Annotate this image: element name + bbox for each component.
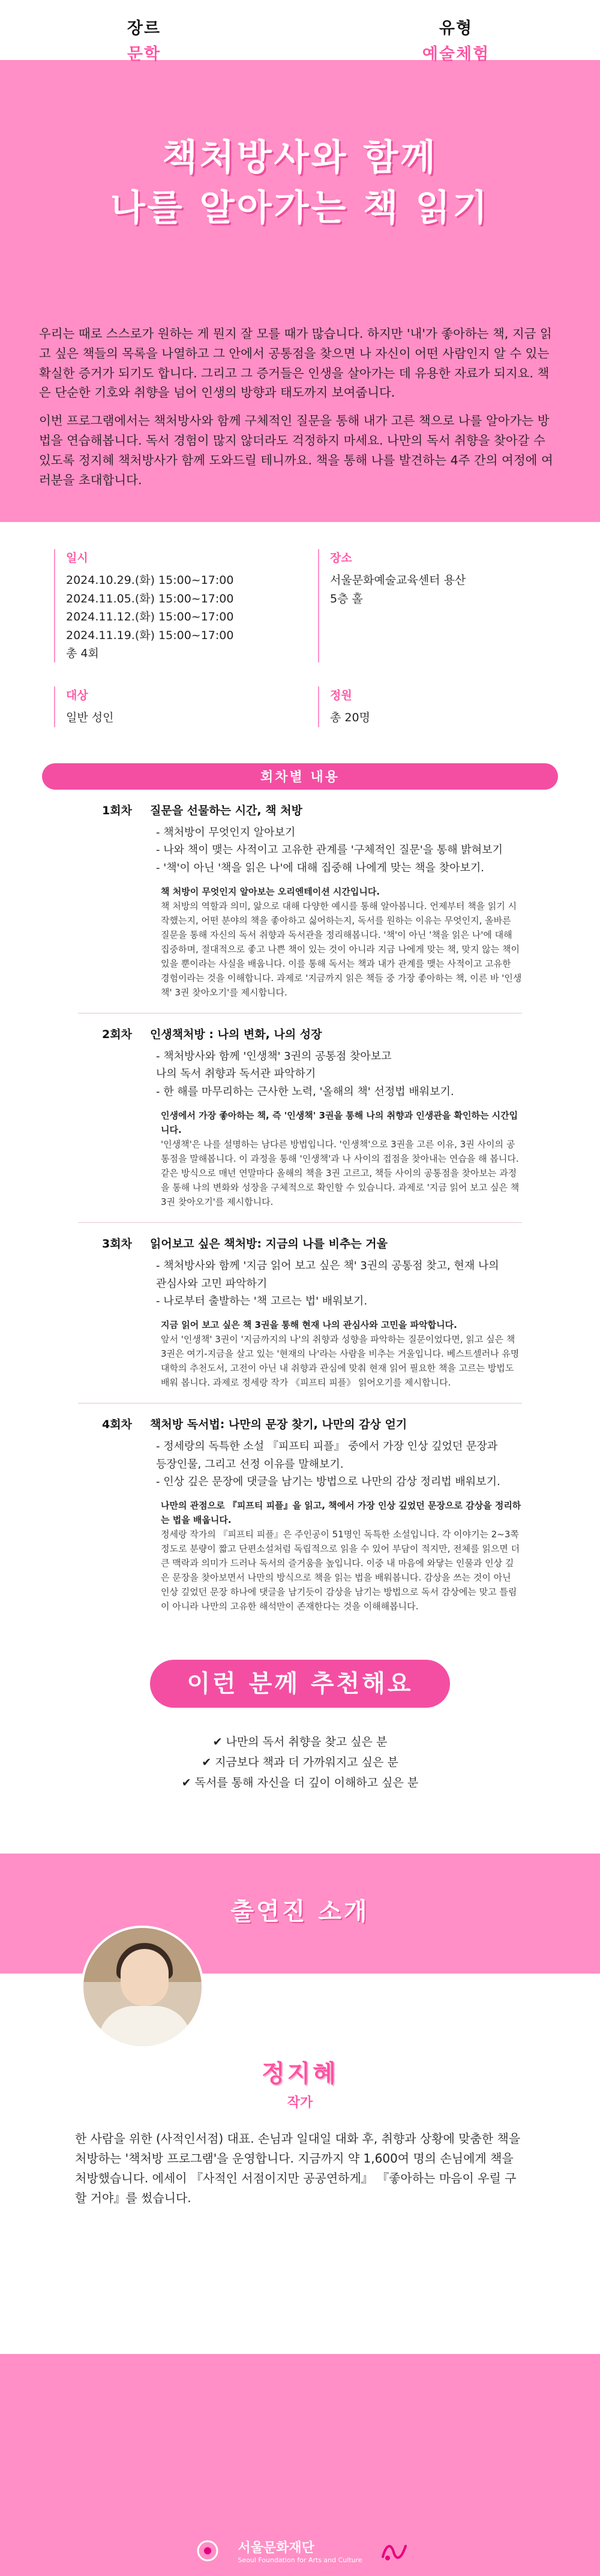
session-body	[150, 1235, 522, 1390]
recommend-item-text: 독서를 통해 자신을 더 깊이 이해하고 싶은 분	[194, 1776, 419, 1790]
session-3	[78, 1223, 522, 1404]
intro-paragraph-1: 우리는 때로 스스로가 원하는 게 뭔지 잘 모를 때가 많습니다. 하지만 '내'가 좋아하는 책, 지금 읽고 싶은 책들의 목록을 나열하고 그 안에서 공통점을 찾으면 나 자신이 어떤 사람인지 알 수 있는 확실한 증거가 되기도 합니다. 그리고 그 증거들은 인생을 살아가는 데 유용한 자료가 되지요. 책은 단순한 기호와 취향을 넘어 인생의 방향과 태도까지 보여줍니다.	[39, 326, 552, 400]
recommend-item	[0, 1732, 600, 1752]
session-number: 1회차	[102, 803, 132, 817]
host-heading: 출연진 소개	[230, 1897, 370, 1926]
info-grid	[0, 522, 600, 733]
foundation-name-ko: 서울문화재단	[238, 2541, 314, 2556]
type-label: 유형	[439, 19, 473, 38]
check-icon: ✔	[212, 1735, 223, 1749]
session-bullet: - 인상 깊은 문장에 댓글을 남기는 방법으로 나만의 감상 정리법 배워보기.	[156, 1476, 500, 1489]
session-bullet: - 책처방이 무엇인지 알아보기	[156, 826, 296, 839]
host-role: 작가	[287, 2095, 313, 2110]
session-title: 읽어보고 싶은 책처방: 지금의 나를 비추는 거울	[150, 1237, 388, 1250]
session-note-text: '인생책'은 나를 설명하는 남다른 방법입니다. '인생책'으로 3권을 고른 이유, 3권 사이의 공통점을 말해봅니다. 이 과정을 통해 '인생책'과 나 사이의 접점을 찾아내는 연습을 해 봅니다. 같은 방식으로 매년 연말마다 올해의 책을 3권 고르고, 책들 사이의 공통점을 찾아보는 과정을 통해 나의 변화와 성장을 구체적으로 확인할 수 있습니다. 과제로 '지금 읽어 보고 싶은 책 3권 찾아오기'를 제시합니다.	[161, 1138, 520, 1207]
host-bio: 한 사람을 위한 (사적인서점) 대표. 손님과 일대일 대화 후, 취향과 상황에 맞춤한 책을 처방하는 '책처방 프로그램'을 운영합니다. 지금까지 약 1,600여 명의 손님에게 책을 처방했습니다. 에세이 『사적인 서점이지만 공공연하게』 『좋아하는 마음이 우릴 구할 거야』를 썼습니다.	[75, 2131, 521, 2205]
recommend-list	[0, 1732, 600, 1794]
hero-banner	[0, 60, 600, 306]
recommend-item-text: 나만의 독서 취향을 찾고 싶은 분	[226, 1735, 388, 1749]
session-note-text: 앞서 '인생책' 3권이 '지금까지의 나'의 취향과 성향을 파악하는 질문이었다면, 읽고 싶은 책 3권은 여기-지금을 살고 있는 '현재의 나'라는 사람을 비추는 거울입니다. 베스트셀러나 유명 대학의 추천도서, 고전이 아닌 내 취향과 관심에 맞춰 현재 읽어 필요한 책을 고르는 방법도 배워 봅니다. 과제로 정세랑 작가 《피프티 피플》 읽어오기를 제시합니다.	[161, 1333, 520, 1388]
session-note-text: 정세랑 작가의 『피프티 피플』은 주인공이 51명인 독특한 소설입니다. 각 이야기는 2~3쪽 정도로 분량이 짧고 단편소설처럼 독립적으로 읽을 수 있어 부담이 적지만, 전체를 읽으면 더 큰 맥락과 의미가 드러나 독서의 즐거움을 높입니다. 이중 내 마음에 와닿는 인물과 인상 깊은 문장을 찾아보면서 나만의 방식으로 책을 읽는 법을 배워봅니다. 감상을 쓰는 것이 아닌 인상 깊었던 문장 하나에 댓글을 남기듯이 감상을 남기는 방법으로 독서 감상에는 맞고 틀림이 아니라 나만의 고유한 해석만이 존재한다는 것을 이해해봅니다.	[161, 1528, 520, 1612]
session-note	[150, 1108, 522, 1209]
type-block	[402, 15, 510, 64]
capacity-block	[318, 686, 546, 727]
type-value: 예술체험	[422, 45, 490, 64]
date-line: 2024.11.05.(화) 15:00~17:00	[66, 592, 234, 605]
date-line: 2024.11.19.(화) 15:00~17:00	[66, 628, 234, 642]
foundation-name	[238, 2538, 362, 2564]
recommend-section	[0, 1627, 600, 1818]
session-bullet: - '책'이 아닌 '책을 읽은 나'에 대해 집중해 나에게 맞는 책을 찾아보기.	[156, 862, 485, 875]
session-bullet: - 나로부터 출발하는 '책 고르는 법' 배워보기.	[156, 1295, 368, 1308]
check-icon: ✔	[202, 1756, 212, 1770]
session-number: 4회차	[102, 1417, 132, 1431]
session-bullet: - 나와 책이 맺는 사적이고 고유한 관계를 '구체적인 질문'을 통해 밝혀보기	[156, 844, 503, 857]
avatar-body	[98, 2006, 191, 2049]
recommend-heading	[150, 1660, 450, 1708]
recommend-item	[0, 1773, 600, 1793]
target-label: 대상	[66, 689, 88, 703]
session-2	[78, 1013, 522, 1223]
session-bullet: - 책처방사와 함께 '지금 읽어 보고 싶은 책' 3권의 공통점 찾고, 현재 나의	[156, 1259, 499, 1272]
hero-title-line1: 책처방사와 함께	[162, 137, 438, 179]
intro-paragraph-2: 이번 프로그램에서는 책처방사와 함께 구체적인 질문을 통해 내가 고른 책으로 나를 알아가는 방법을 연습해봅니다. 독서 경험이 많지 않더라도 걱정하지 마세요. 나만의 독서 취향을 찾아갈 수 있도록 정지혜 책처방사가 함께 도와드릴 테니까요. 책을 통해 나를 발견하는 4주 간의 여정에 여러분을 초대합니다.	[39, 413, 553, 487]
recommend-heading-text: 이런 분께 추천해요	[187, 1669, 413, 1698]
session-body	[150, 1025, 522, 1209]
session-4	[78, 1404, 522, 1627]
session-bullet: 등장인물, 그리고 선정 이유를 말해보기.	[156, 1458, 344, 1471]
sessions-section	[0, 733, 600, 1627]
hero-title-line2: 나를 알아가는 책 읽기	[110, 187, 490, 229]
host-section	[0, 1854, 600, 2208]
foundation-name-en: Seoul Foundation for Arts and Culture	[238, 2556, 362, 2564]
session-note	[150, 884, 522, 1000]
session-title: 질문을 선물하는 시간, 책 처방	[150, 803, 302, 817]
session-bullet: 나의 독서 취향과 독서관 파악하기	[156, 1067, 316, 1081]
recommend-item-text: 지금보다 책과 더 가까워지고 싶은 분	[215, 1756, 398, 1770]
session-bullet: 관심사와 고민 파악하기	[156, 1277, 268, 1290]
footer-logos	[0, 2538, 600, 2564]
session-bullet: - 한 해를 마무리하는 근사한 노력, '올해의 책' 선정법 배워보기.	[156, 1085, 454, 1099]
place-line: 서울문화예술교육센터 용산	[330, 574, 466, 587]
session-number: 3회차	[102, 1237, 132, 1250]
place-block	[318, 549, 546, 662]
date-label: 일시	[66, 551, 88, 565]
sessions-heading	[42, 763, 558, 790]
program-meta	[0, 0, 600, 64]
date-block	[54, 549, 282, 662]
target-block	[54, 686, 282, 727]
date-line: 2024.10.29.(화) 15:00~17:00	[66, 574, 234, 587]
host-avatar	[81, 1926, 204, 2049]
capacity-label: 정원	[330, 689, 352, 703]
date-line: 2024.11.12.(화) 15:00~17:00	[66, 610, 234, 624]
session-bullet: - 정세랑의 독특한 소설 『피프티 피플』 중에서 가장 인상 깊었던 문장과	[156, 1440, 498, 1453]
session-note-title: 지금 읽어 보고 싶은 책 3권을 통해 현재 나의 관심사와 고민을 파악합니다.	[161, 1319, 457, 1330]
capacity-value: 총 20명	[330, 711, 370, 725]
session-number: 2회차	[102, 1027, 132, 1041]
session-body	[150, 802, 522, 1000]
genre-block	[90, 15, 198, 64]
session-bullet: - 책처방사와 함께 '인생책' 3권의 공통점 찾아보고	[156, 1049, 392, 1063]
genre-label: 장르	[127, 19, 161, 38]
session-note-title: 책 처방이 무엇인지 알아보는 오리엔테이션 시간입니다.	[161, 886, 380, 897]
session-title: 책처방 독서법: 나만의 문장 찾기, 나만의 감상 얻기	[150, 1417, 407, 1431]
session-body	[150, 1416, 522, 1614]
session-note-title: 나만의 관점으로 『피프티 피플』을 읽고, 책에서 가장 인상 깊었던 문장으로 감상을 정리하는 법을 배웁니다.	[161, 1500, 521, 1525]
genre-value: 문학	[127, 45, 161, 64]
target-value: 일반 성인	[66, 711, 114, 725]
place-label: 장소	[330, 551, 352, 565]
avatar-face	[121, 1949, 169, 2006]
session-title: 인생책처방 : 나의 변화, 나의 성장	[150, 1027, 322, 1041]
place-line: 5층 홀	[330, 592, 363, 605]
date-total: 총 4회	[66, 646, 99, 660]
recommend-item	[0, 1752, 600, 1773]
center-logo-icon	[380, 2539, 404, 2563]
session-note-text: 책 처방의 역할과 의미, 앎으로 대해 다양한 예시를 통해 알아봅니다. 언제부터 책을 읽기 시작했는지, 어떤 분야의 책을 좋아하고 싫어하는지, 독서를 원하는 이유는 무엇인지, 올바른 질문을 통해 자신의 독서 취향과 독서관을 정리해봅니다. '책'이 아닌 '책을 읽은 나'에 대해 집중하며, 절대적으로 좋고 나쁜 책이 있는 것이 아니라 지금 나에게 맞는 책, 맞지 않는 책이 있을 뿐이라는 사실을 배웁니다. 이를 통해 독서는 책과 내가 관계를 맺는 사적이고 고유한 경험이라는 것을 이해합니다. 과제로 '지금까지 읽은 책들 중 가장 좋아하는 책, 이른 바 '인생책' 3권 찾아오기'를 제시합니다.	[161, 900, 522, 998]
footer	[0, 2354, 600, 2576]
session-1	[78, 790, 522, 1013]
session-note	[150, 1498, 522, 1614]
session-note-title: 인생에서 가장 좋아하는 책, 즉 '인생책' 3권을 통해 나의 취향과 인생관을 확인하는 시간입니다.	[161, 1109, 518, 1135]
foundation-logo-icon	[196, 2539, 220, 2563]
sessions-heading-text: 회차별 내용	[260, 770, 340, 785]
intro-section	[0, 306, 600, 522]
session-note	[150, 1318, 522, 1390]
check-icon: ✔	[181, 1776, 191, 1790]
host-name: 정지혜	[262, 2059, 338, 2088]
